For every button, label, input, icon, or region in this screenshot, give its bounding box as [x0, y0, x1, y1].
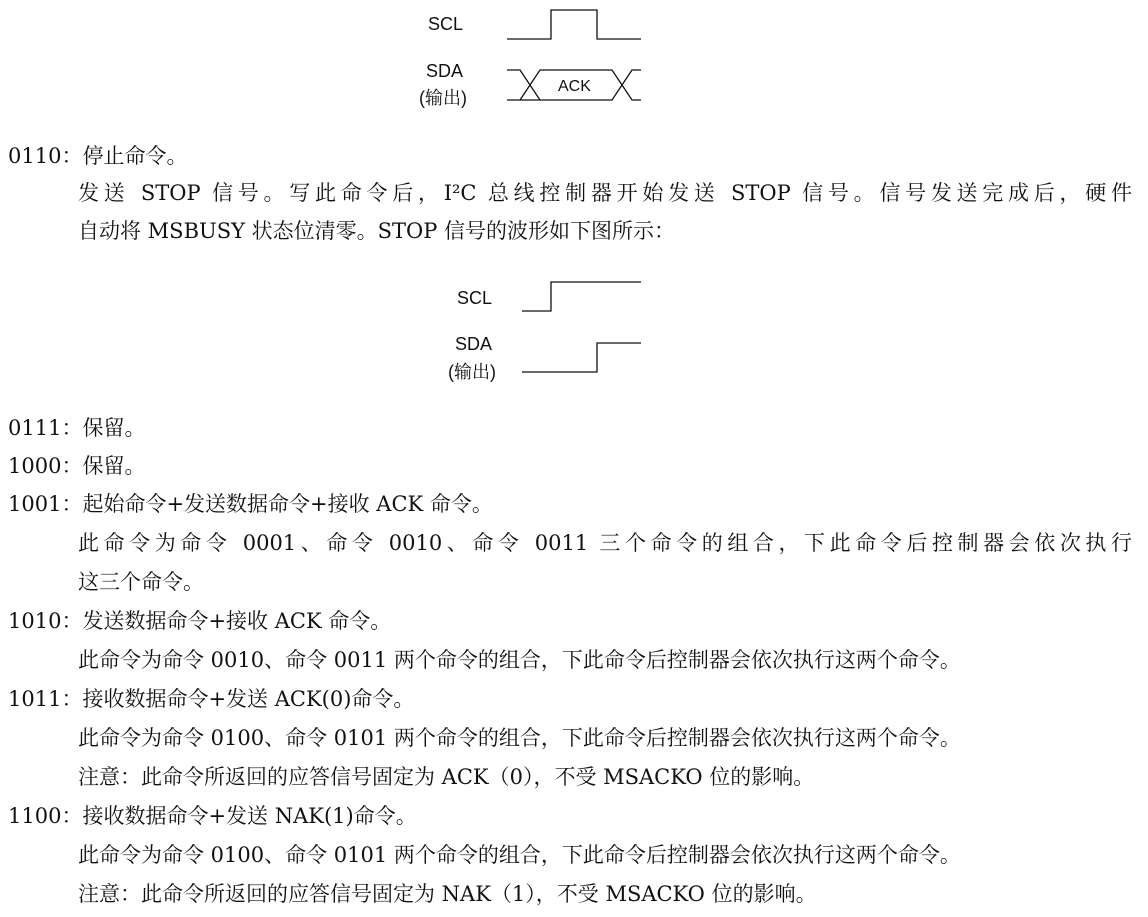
- entry-1010-code: 1010：发送数据命令+接收 ACK 命令。: [8, 609, 392, 633]
- entry-1011-desc-line-1: 此命令为命令 0100、命令 0101 两个命令的组合，下此命令后控制器会依次执行这两个命令。: [78, 726, 961, 750]
- stop-scl-signal: [522, 282, 641, 311]
- entry-1100-desc-line-1: 此命令为命令 0100、命令 0101 两个命令的组合，下此命令后控制器会依次执行这两个命令。: [78, 843, 961, 867]
- entry-1011-code: 1011：接收数据命令+发送 ACK(0)命令。: [8, 687, 415, 711]
- entry-1100-note: 注意：此命令所返回的应答信号固定为 NAK（1），不受 MSACKO 位的影响。: [78, 882, 817, 906]
- ack-waveform: [419, 10, 641, 108]
- entry-0110-desc-line-1: 发送 STOP 信号。写此命令后，I²C 总线控制器开始发送 STOP 信号。信号发送完成后，硬件: [78, 181, 1132, 205]
- entry-0110-desc-line-2: 自动将 MSBUSY 状态位清零。STOP 信号的波形如下图所示：: [78, 219, 676, 243]
- entry-1001-code: 1001：起始命令+发送数据命令+接收 ACK 命令。: [8, 492, 493, 516]
- entry-1010-desc-line-1: 此命令为命令 0010、命令 0011 两个命令的组合，下此命令后控制器会依次执行这两个命令。: [78, 648, 961, 672]
- entry-1000-code: 1000：保留。: [8, 454, 146, 478]
- entry-0110-code: 0110：停止命令。: [8, 144, 188, 168]
- entry-0111-code: 0111：保留。: [8, 416, 146, 440]
- stop-scl-label: SCL: [457, 288, 493, 308]
- ack-sda-sublabel: (输出): [419, 88, 467, 108]
- stop-sda-label: SDA: [455, 334, 493, 354]
- ack-sda-label: SDA: [426, 61, 464, 81]
- entry-1001-desc-line-1: 此命令为命令 0001、命令 0010、命令 0011 三个命令的组合，下此命令后控制器会依次执行: [78, 531, 1132, 555]
- ack-scl-label: SCL: [428, 14, 464, 34]
- ack-scl-signal: [507, 10, 641, 39]
- stop-waveform: [448, 282, 641, 382]
- stop-sda-signal: [522, 343, 641, 372]
- entry-1100-code: 1100：接收数据命令+发送 NAK(1)命令。: [8, 804, 417, 828]
- entry-1011-note: 注意：此命令所返回的应答信号固定为 ACK（0），不受 MSACKO 位的影响。: [78, 765, 815, 789]
- ack-bit-label: ACK: [558, 78, 591, 95]
- stop-sda-sublabel: (输出): [448, 362, 496, 382]
- entry-1001-desc-line-2: 这三个命令。: [78, 570, 204, 594]
